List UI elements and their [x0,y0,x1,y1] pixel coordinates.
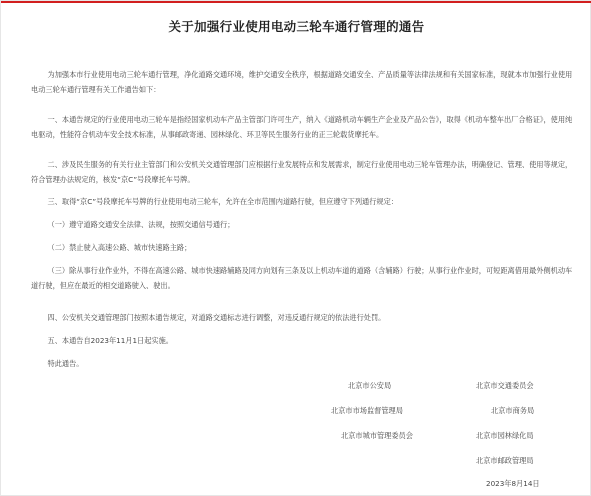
signatory-commerce: 北京市商务局 [491,406,535,415]
article-2-paragraph: 二、涉及民生服务的有关行业主管部门和公安机关交通管理部门应根据行业发展特点和发展需求，制定行业使用电动三轮车管理办法，明确登记、管理、使用等规定，符合管理办法规定的，核发“京C”号段摩托车号牌。 [31,160,573,184]
top-red-rule [1,1,591,3]
notice-date: 2023年8月14日 [486,479,540,488]
article-5-paragraph: 五、本通告自2023年11月1日起实施。 [47,336,173,345]
rule-1-paragraph: （一）遵守道路交通安全法律、法规，按照交通信号通行； [47,220,235,229]
intro-paragraph: 为加强本市行业使用电动三轮车通行管理，净化道路交通环境，维护交通安全秩序，根据道路交通安全、产品质量等法律法规和有关国家标准，现就本市加强行业使用电动三轮车通行管理有关工作通告如下： [31,70,573,94]
signatory-postal: 北京市邮政管理局 [476,456,534,465]
signatory-market-supervision: 北京市市场监督管理局 [331,406,403,415]
signatory-urban-management: 北京市城市管理委员会 [341,431,413,440]
article-1-paragraph: 一、本通告规定的行业使用电动三轮车是指经国家机动车产品主管部门许可生产，纳入《道路机动车辆生产企业及产品公告》，取得《机动车整车出厂合格证》，使用纯电驱动，性能符合机动车安全技术标准，从事邮政寄递、园林绿化、环卫等民生服务行业的正三轮载货摩托车。 [31,115,573,139]
signatory-transport: 北京市交通委员会 [476,381,534,390]
article-3-paragraph: 三、取得“京C”号段摩托车号牌的行业使用电动三轮车，允许在全市范围内道路行驶，但应遵守下列通行规定： [47,197,398,206]
notice-title: 关于加强行业使用电动三轮车通行管理的通告 [168,19,425,34]
signatory-landscaping: 北京市园林绿化局 [476,431,534,440]
article-4-paragraph: 四、公安机关交通管理部门按照本通告规定，对道路交通标志进行调整，对违反通行规定的依法进行处罚。 [47,313,386,322]
rule-3-paragraph: （三）除从事行业作业外，不得在高速公路、城市快速路辅路及同方向划有三条及以上机动车道的道路（含辅路）行驶；从事行业作业时，可短距离借用最外侧机动车道行驶，但应在最近的相交道路驶入、驶出。 [31,266,573,290]
closing-paragraph: 特此通告。 [47,359,84,368]
rule-2-paragraph: （二）禁止驶入高速公路、城市快速路主路； [47,243,192,252]
signatory-public-security: 北京市公安局 [348,381,392,390]
